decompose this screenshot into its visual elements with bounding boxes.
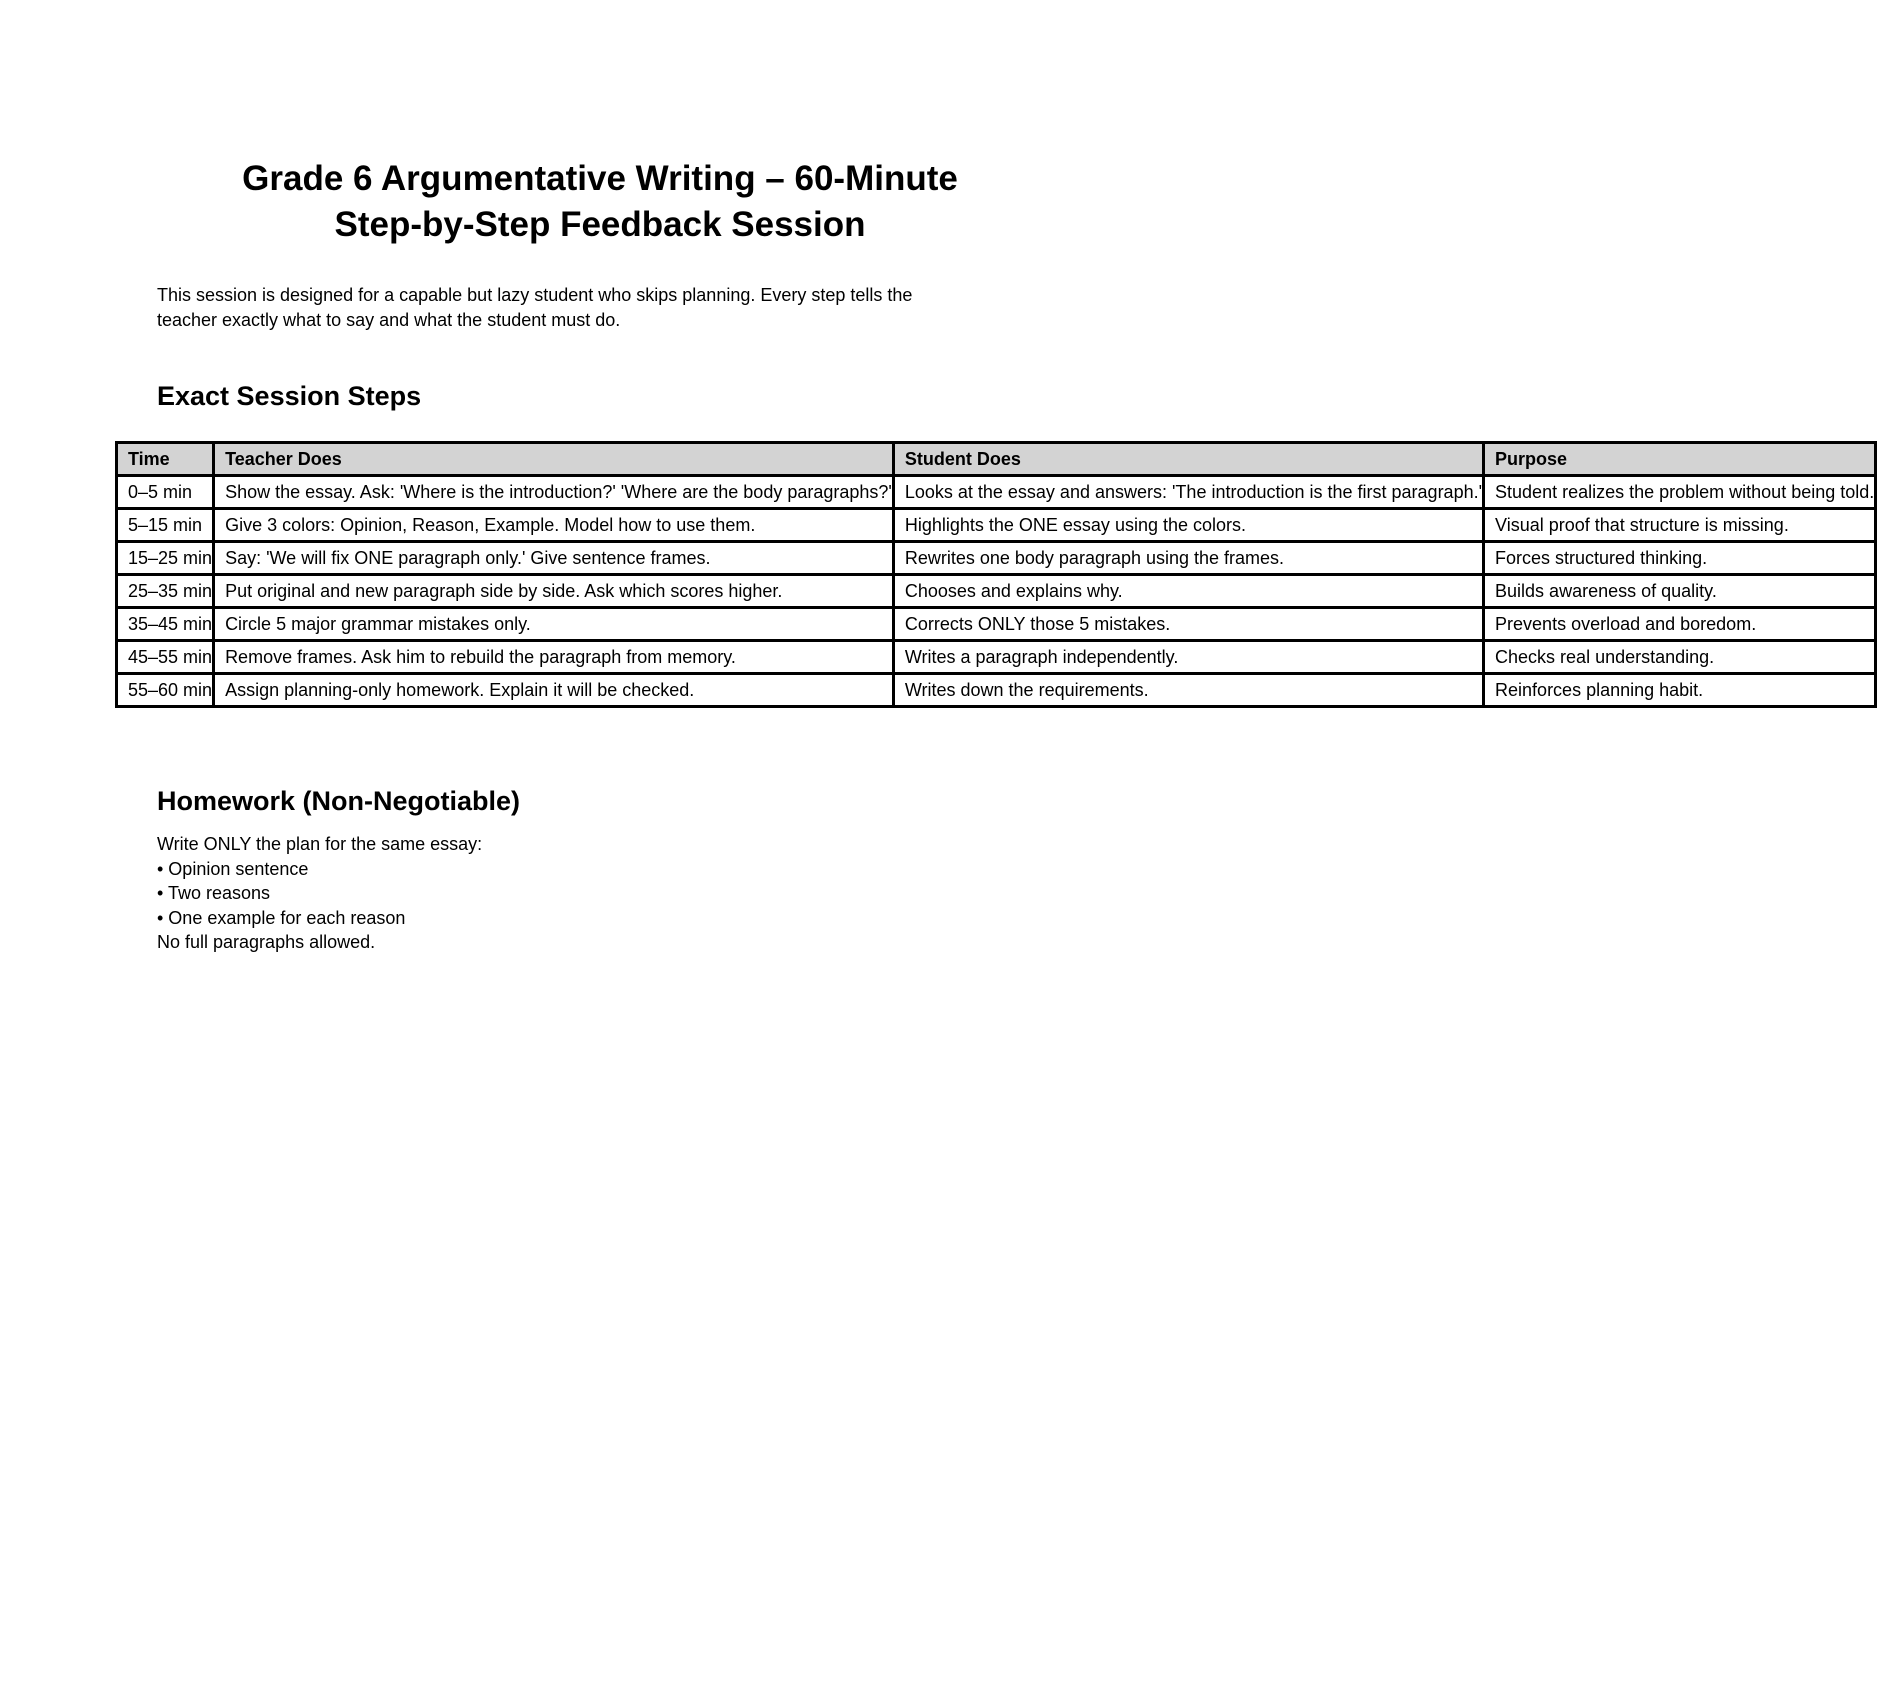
table-row [117, 674, 1876, 707]
cell-time: 45–55 min [117, 641, 214, 674]
cell-student: Corrects ONLY those 5 mistakes. [893, 608, 1483, 641]
table-row [117, 641, 1876, 674]
cell-time: 35–45 min [117, 608, 214, 641]
list-item: • Opinion sentence [157, 858, 309, 879]
column-header-student: Student Does [893, 443, 1483, 476]
column-header-purpose: Purpose [1484, 443, 1876, 476]
table-row [117, 476, 1876, 509]
cell-time: 15–25 min [117, 542, 214, 575]
homework-intro: Write ONLY the plan for the same essay: [157, 834, 483, 854]
cell-teacher: Put original and new paragraph side by side. Ask which scores higher. [214, 575, 894, 608]
cell-teacher: Give 3 colors: Opinion, Reason, Example. Model how to use them. [214, 509, 894, 542]
cell-student: Writes a paragraph independently. [893, 641, 1483, 674]
cell-teacher: Show the essay. Ask: 'Where is the introduction?' 'Where are the body paragraphs?' [214, 476, 894, 509]
table-header-row [117, 443, 1876, 476]
table-row [117, 542, 1876, 575]
title-line-1: Grade 6 Argumentative Writing – 60-Minute [242, 159, 958, 198]
intro-line-1: This session is designed for a capable but lazy student who skips planning. Every step tells the [157, 285, 913, 305]
page-title [0, 156, 1200, 248]
table-row [117, 608, 1876, 641]
session-steps-table [115, 441, 1877, 708]
cell-purpose: Builds awareness of quality. [1484, 575, 1876, 608]
cell-time: 55–60 min [117, 674, 214, 707]
cell-teacher: Circle 5 major grammar mistakes only. [214, 608, 894, 641]
column-header-teacher: Teacher Does [214, 443, 894, 476]
list-item: • Two reasons [157, 883, 271, 903]
intro-paragraph [157, 283, 1037, 333]
list-item: • One example for each reason [157, 907, 406, 928]
cell-time: 5–15 min [117, 509, 214, 542]
cell-student: Chooses and explains why. [893, 575, 1483, 608]
column-header-time: Time [117, 443, 214, 476]
cell-time: 25–35 min [117, 575, 214, 608]
table-row [117, 575, 1876, 608]
cell-teacher: Remove frames. Ask him to rebuild the paragraph from memory. [214, 641, 894, 674]
cell-purpose: Prevents overload and boredom. [1484, 608, 1876, 641]
cell-time: 0–5 min [117, 476, 214, 509]
cell-purpose: Reinforces planning habit. [1484, 674, 1876, 707]
homework-body [157, 832, 482, 955]
cell-student: Looks at the essay and answers: 'The introduction is the first paragraph.' [893, 476, 1483, 509]
steps-heading: Exact Session Steps [157, 381, 422, 411]
table-row [117, 509, 1876, 542]
cell-student: Writes down the requirements. [893, 674, 1483, 707]
title-line-2: Step-by-Step Feedback Session [334, 205, 866, 244]
cell-purpose: Checks real understanding. [1484, 641, 1876, 674]
intro-line-2: teacher exactly what to say and what the student must do. [157, 310, 621, 330]
homework-closing: No full paragraphs allowed. [157, 932, 376, 952]
cell-purpose: Forces structured thinking. [1484, 542, 1876, 575]
homework-heading: Homework (Non-Negotiable) [157, 786, 521, 816]
cell-student: Rewrites one body paragraph using the frames. [893, 542, 1483, 575]
cell-teacher: Say: 'We will fix ONE paragraph only.' Give sentence frames. [214, 542, 894, 575]
cell-purpose: Visual proof that structure is missing. [1484, 509, 1876, 542]
cell-teacher: Assign planning-only homework. Explain it will be checked. [214, 674, 894, 707]
cell-purpose: Student realizes the problem without being told. [1484, 476, 1876, 509]
cell-student: Highlights the ONE essay using the colors. [893, 509, 1483, 542]
